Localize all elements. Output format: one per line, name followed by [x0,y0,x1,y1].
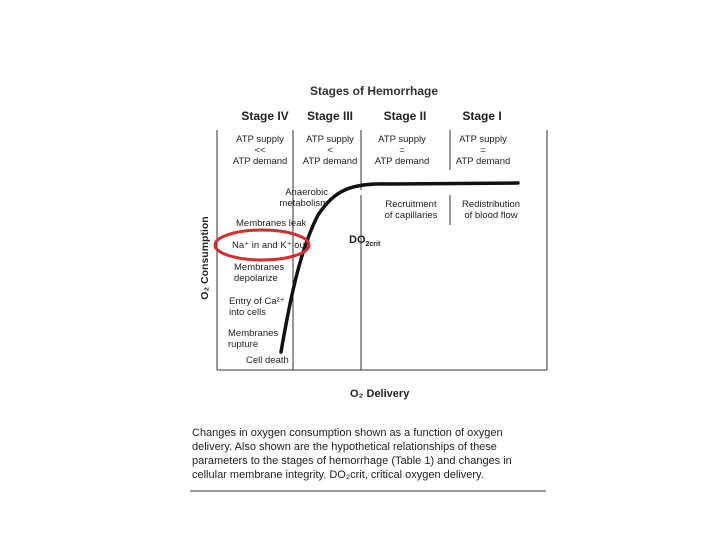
chart-title: Stages of Hemorrhage [310,84,439,98]
atp-stage-ii: ATP supply = ATP demand [374,134,430,167]
anaerobic-label: Anaerobic metabolism [279,187,328,209]
na-k-label: Na⁺ in and K⁺ out [232,240,308,251]
rupture-label: Membranes rupture [228,328,279,350]
stage-iv-label: Stage IV [241,109,289,123]
x-axis-label: O₂ Delivery [350,388,410,400]
atp-stage-iv: ATP supply << ATP demand [232,134,288,167]
cell-death-label: Cell death [246,355,289,366]
stage-i-label: Stage I [462,109,502,123]
entry-ca-label: Entry of Ca²⁺ into cells [229,296,285,318]
membranes-leak-label: Membranes leak [236,218,307,229]
recruitment-label: Recruitment of capillaries [384,199,438,221]
redistribution-label: Redistribution of blood flow [461,199,521,221]
y-axis-label: O₂ Consumption [199,216,211,300]
figure-caption: Changes in oxygen consumption shown as a function of oxygen delivery. Also shown are the hypothetical relationships of these parameters to the stages of hemorrhage (Table 1) and changes in cellular membrane integrity. DO₂crit, critical oxygen delivery. [192,427,512,481]
do2crit-label: $DO_{2crit}$ [349,234,381,249]
atp-stage-i: ATP supply = ATP demand [455,134,511,167]
stage-iii-label: Stage III [306,109,353,123]
stage-ii-label: Stage II [383,109,427,123]
depolarize-label: Membranes depolarize [234,262,285,284]
atp-stage-iii: ATP supply < ATP demand [302,134,358,167]
